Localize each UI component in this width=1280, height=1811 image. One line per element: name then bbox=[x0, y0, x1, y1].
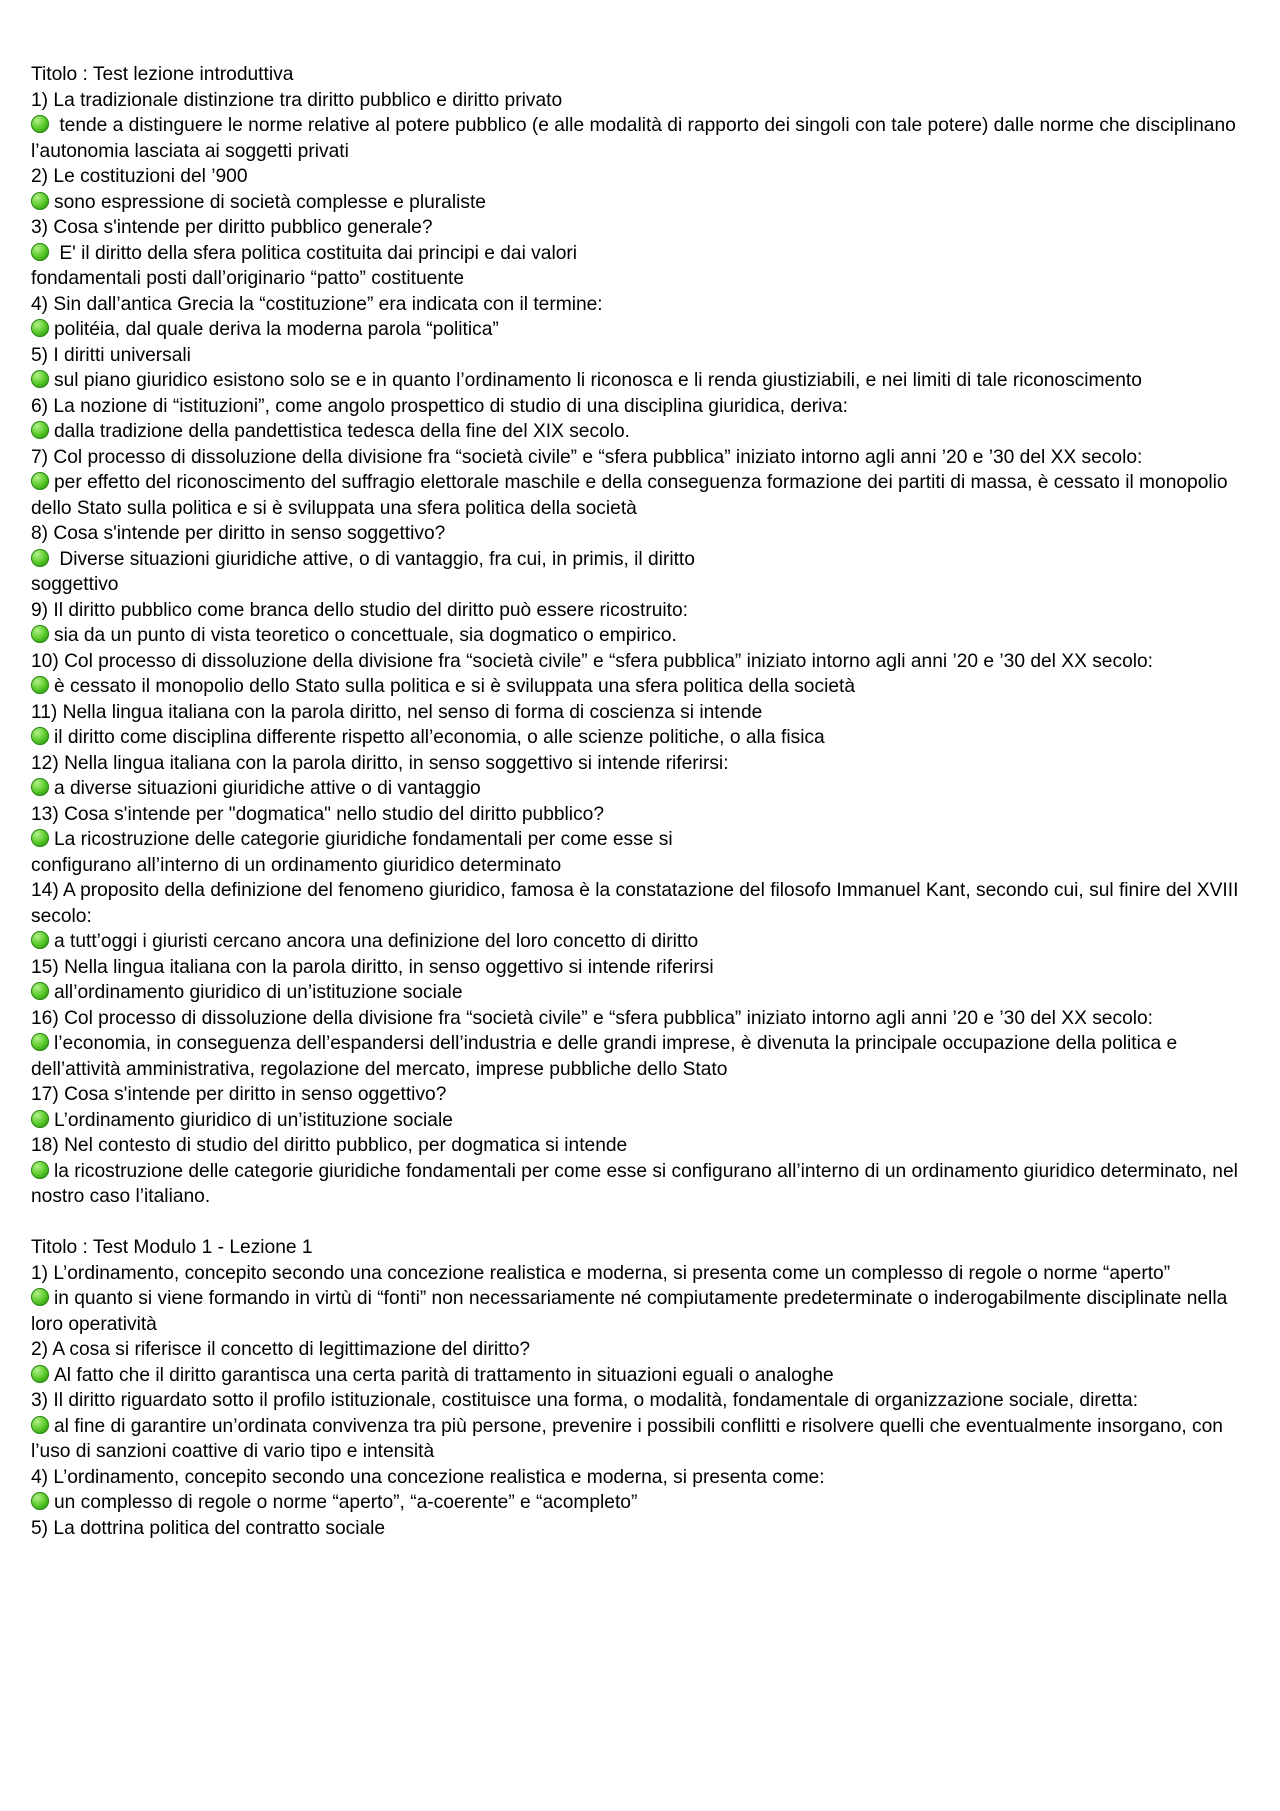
answer-text: la ricostruzione delle categorie giuridiche fondamentali per come esse si configurano all’interno di un ordinamento giuridico determinato, nel nostro caso l’italiano. bbox=[31, 1160, 1238, 1207]
answer-row bbox=[31, 190, 1251, 216]
answer-text: al fine di garantire un’ordinata convivenza tra più persone, prevenire i possibili conflitti e risolvere quelli che eventualmente insorgano, con l’uso di sanzioni coattive di vario tipo e intensità bbox=[31, 1415, 1223, 1462]
answer-row bbox=[31, 1363, 1251, 1389]
question-text: 13) Cosa s'intende per "dogmatica" nello studio del diritto pubblico? bbox=[31, 803, 605, 825]
answer-row bbox=[31, 1414, 1251, 1465]
correct-answer-dot-icon bbox=[31, 1365, 49, 1383]
question-text: 10) Col processo di dissoluzione della divisione fra “società civile” e “sfera pubblica” iniziato intorno agli anni ’20 e ’30 del XX secolo: bbox=[31, 650, 1154, 672]
answer-row bbox=[31, 1490, 1251, 1516]
question-text: 17) Cosa s'intende per diritto in senso oggettivo? bbox=[31, 1084, 447, 1105]
answer-row bbox=[31, 623, 1251, 649]
answer-text: tende a distinguere le norme relative al potere pubblico (e alle modalità di rapporto dei singoli con tale potere) dalle norme che disciplinano l’autonomia lasciata ai soggetti privati bbox=[31, 115, 1236, 162]
question-text: 1) La tradizionale distinzione tra diritto pubblico e diritto privato bbox=[31, 89, 563, 111]
question-text: 11) Nella lingua italiana con la parola diritto, nel senso di forma di coscienza si intende bbox=[31, 701, 763, 723]
correct-answer-dot-icon bbox=[31, 1110, 49, 1128]
answer-text: sul piano giuridico esistono solo se e in quanto l’ordinamento li riconosca e li renda giustiziabili, e nei limiti di tale riconoscimento bbox=[54, 370, 1142, 391]
question-text: 7) Col processo di dissoluzione della divisione fra “società civile” e “sfera pubblica” iniziato intorno agli anni ’20 e ’30 del XX secolo: bbox=[31, 446, 1143, 468]
correct-answer-dot-icon bbox=[31, 243, 49, 261]
correct-answer-dot-icon bbox=[31, 421, 49, 439]
answer-text: è cessato il monopolio dello Stato sulla politica e si è sviluppata una sfera politica della società bbox=[54, 676, 856, 697]
answer-row bbox=[31, 725, 1251, 751]
question-text: 4) Sin dall’antica Grecia la “costituzione” era indicata con il termine: bbox=[31, 293, 603, 315]
correct-answer-dot-icon bbox=[31, 472, 49, 490]
question-text: 12) Nella lingua italiana con la parola diritto, in senso soggettivo si intende riferirsi: bbox=[31, 752, 729, 774]
answer-text: politéia, dal quale deriva la moderna parola “politica” bbox=[54, 319, 499, 340]
answer-text: L’ordinamento giuridico di un’istituzione sociale bbox=[54, 1109, 453, 1131]
answer-row bbox=[31, 241, 1251, 267]
correct-answer-dot-icon bbox=[31, 1492, 49, 1510]
answer-text: all’ordinamento giuridico di un’istituzione sociale bbox=[54, 982, 463, 1003]
correct-answer-dot-icon bbox=[31, 549, 49, 567]
answer-row bbox=[31, 1286, 1251, 1337]
answer-text-continuation: soggettivo bbox=[31, 574, 119, 595]
document-body bbox=[31, 62, 1251, 1541]
correct-answer-dot-icon bbox=[31, 1033, 49, 1051]
question-text: 4) L’ordinamento, concepito secondo una concezione realistica e moderna, si presenta come: bbox=[31, 1466, 825, 1488]
answer-text: in quanto si viene formando in virtù di “fonti” non necessariamente né compiutamente predeterminate o inderogabilmente disciplinate nella loro operatività bbox=[31, 1288, 1228, 1335]
answer-row bbox=[31, 776, 1251, 802]
answer-text: sono espressione di società complesse e pluraliste bbox=[54, 191, 486, 213]
correct-answer-dot-icon bbox=[31, 115, 49, 133]
answer-row bbox=[31, 1031, 1251, 1082]
correct-answer-dot-icon bbox=[31, 676, 49, 694]
question-text: 9) Il diritto pubblico come branca dello studio del diritto può essere ricostruito: bbox=[31, 599, 688, 621]
answer-text: dalla tradizione della pandettistica tedesca della fine del XIX secolo. bbox=[54, 421, 630, 442]
answer-text: E' il diritto della sfera politica costituita dai principi e dai valori bbox=[54, 242, 578, 264]
correct-answer-dot-icon bbox=[31, 1416, 49, 1434]
correct-answer-dot-icon bbox=[31, 727, 49, 745]
answer-text: Al fatto che il diritto garantisca una certa parità di trattamento in situazioni eguali o analoghe bbox=[54, 1364, 834, 1386]
answer-text-continuation: fondamentali posti dall’originario “patto” costituente bbox=[31, 268, 465, 289]
correct-answer-dot-icon bbox=[31, 192, 49, 210]
answer-row bbox=[31, 1159, 1251, 1210]
answer-row bbox=[31, 317, 1251, 343]
correct-answer-dot-icon bbox=[31, 319, 49, 337]
answer-row bbox=[31, 547, 1251, 573]
correct-answer-dot-icon bbox=[31, 778, 49, 796]
answer-row bbox=[31, 113, 1251, 164]
answer-text: Diverse situazioni giuridiche attive, o di vantaggio, fra cui, in primis, il diritto bbox=[54, 548, 695, 570]
answer-text-continuation: configurano all’interno di un ordinamento giuridico determinato bbox=[31, 854, 562, 876]
answer-text: La ricostruzione delle categorie giuridiche fondamentali per come esse si bbox=[54, 829, 673, 850]
correct-answer-dot-icon bbox=[31, 1161, 49, 1179]
question-text: 5) La dottrina politica del contratto sociale bbox=[31, 1517, 386, 1539]
correct-answer-dot-icon bbox=[31, 982, 49, 1000]
answer-text: sia da un punto di vista teoretico o concettuale, sia dogmatico o empirico. bbox=[54, 625, 677, 646]
answer-row bbox=[31, 929, 1251, 955]
correct-answer-dot-icon bbox=[31, 829, 49, 847]
section-gap bbox=[31, 1210, 1251, 1236]
correct-answer-dot-icon bbox=[31, 931, 49, 949]
answer-text: a diverse situazioni giuridiche attive o di vantaggio bbox=[54, 778, 481, 799]
question-text: 14) A proposito della definizione del fenomeno giuridico, famosa è la constatazione del filosofo Immanuel Kant, secondo cui, sul finire del XVIII secolo: bbox=[31, 880, 1239, 927]
answer-text: per effetto del riconoscimento del suffragio elettorale maschile e della conseguenza formazione dei partiti di massa, è cessato il monopolio dello Stato sulla politica e si è sviluppata una sfera politica della società bbox=[31, 472, 1228, 519]
answer-row bbox=[31, 674, 1251, 700]
question-text: 2) Le costituzioni del ’900 bbox=[31, 166, 248, 187]
section-title: Titolo : Test lezione introduttiva bbox=[31, 64, 294, 85]
answer-row bbox=[31, 1108, 1251, 1134]
answer-text: a tutt’oggi i giuristi cercano ancora una definizione del loro concetto di diritto bbox=[54, 931, 699, 952]
question-text: 3) Il diritto riguardato sotto il profilo istituzionale, costituisce una forma, o modalità, fondamentale di organizzazione sociale, diretta: bbox=[31, 1390, 1139, 1411]
question-text: 5) I diritti universali bbox=[31, 344, 191, 366]
answer-row bbox=[31, 980, 1251, 1006]
answer-row bbox=[31, 827, 1251, 853]
correct-answer-dot-icon bbox=[31, 370, 49, 388]
answer-row bbox=[31, 470, 1251, 521]
question-text: 15) Nella lingua italiana con la parola diritto, in senso oggettivo si intende riferirsi bbox=[31, 956, 714, 978]
question-text: 1) L’ordinamento, concepito secondo una concezione realistica e moderna, si presenta come un complesso di regole o norme “aperto” bbox=[31, 1262, 1171, 1284]
question-text: 8) Cosa s'intende per diritto in senso soggettivo? bbox=[31, 523, 446, 544]
answer-row bbox=[31, 368, 1251, 394]
correct-answer-dot-icon bbox=[31, 625, 49, 643]
question-text: 3) Cosa s'intende per diritto pubblico generale? bbox=[31, 217, 433, 238]
question-text: 2) A cosa si riferisce il concetto di legittimazione del diritto? bbox=[31, 1339, 531, 1360]
question-text: 16) Col processo di dissoluzione della divisione fra “società civile” e “sfera pubblica” iniziato intorno agli anni ’20 e ’30 del XX secolo: bbox=[31, 1007, 1154, 1029]
question-text: 6) La nozione di “istituzioni”, come angolo prospettico di studio di una disciplina giuridica, deriva: bbox=[31, 395, 848, 417]
answer-text: l’economia, in conseguenza dell’espandersi dell’industria e delle grandi imprese, è divenuta la principale occupazione della politica e dell’attività amministrativa, regolazione del mercato, imprese pubbliche dello Stato bbox=[31, 1033, 1178, 1080]
question-text: 18) Nel contesto di studio del diritto pubblico, per dogmatica si intende bbox=[31, 1135, 628, 1156]
answer-text: un complesso di regole o norme “aperto”, “a-coerente” e “acompleto” bbox=[54, 1492, 638, 1513]
answer-text: il diritto come disciplina differente rispetto all’economia, o alle scienze politiche, o alla fisica bbox=[54, 727, 825, 748]
section-title: Titolo : Test Modulo 1 - Lezione 1 bbox=[31, 1237, 313, 1258]
answer-row bbox=[31, 419, 1251, 445]
correct-answer-dot-icon bbox=[31, 1288, 49, 1306]
